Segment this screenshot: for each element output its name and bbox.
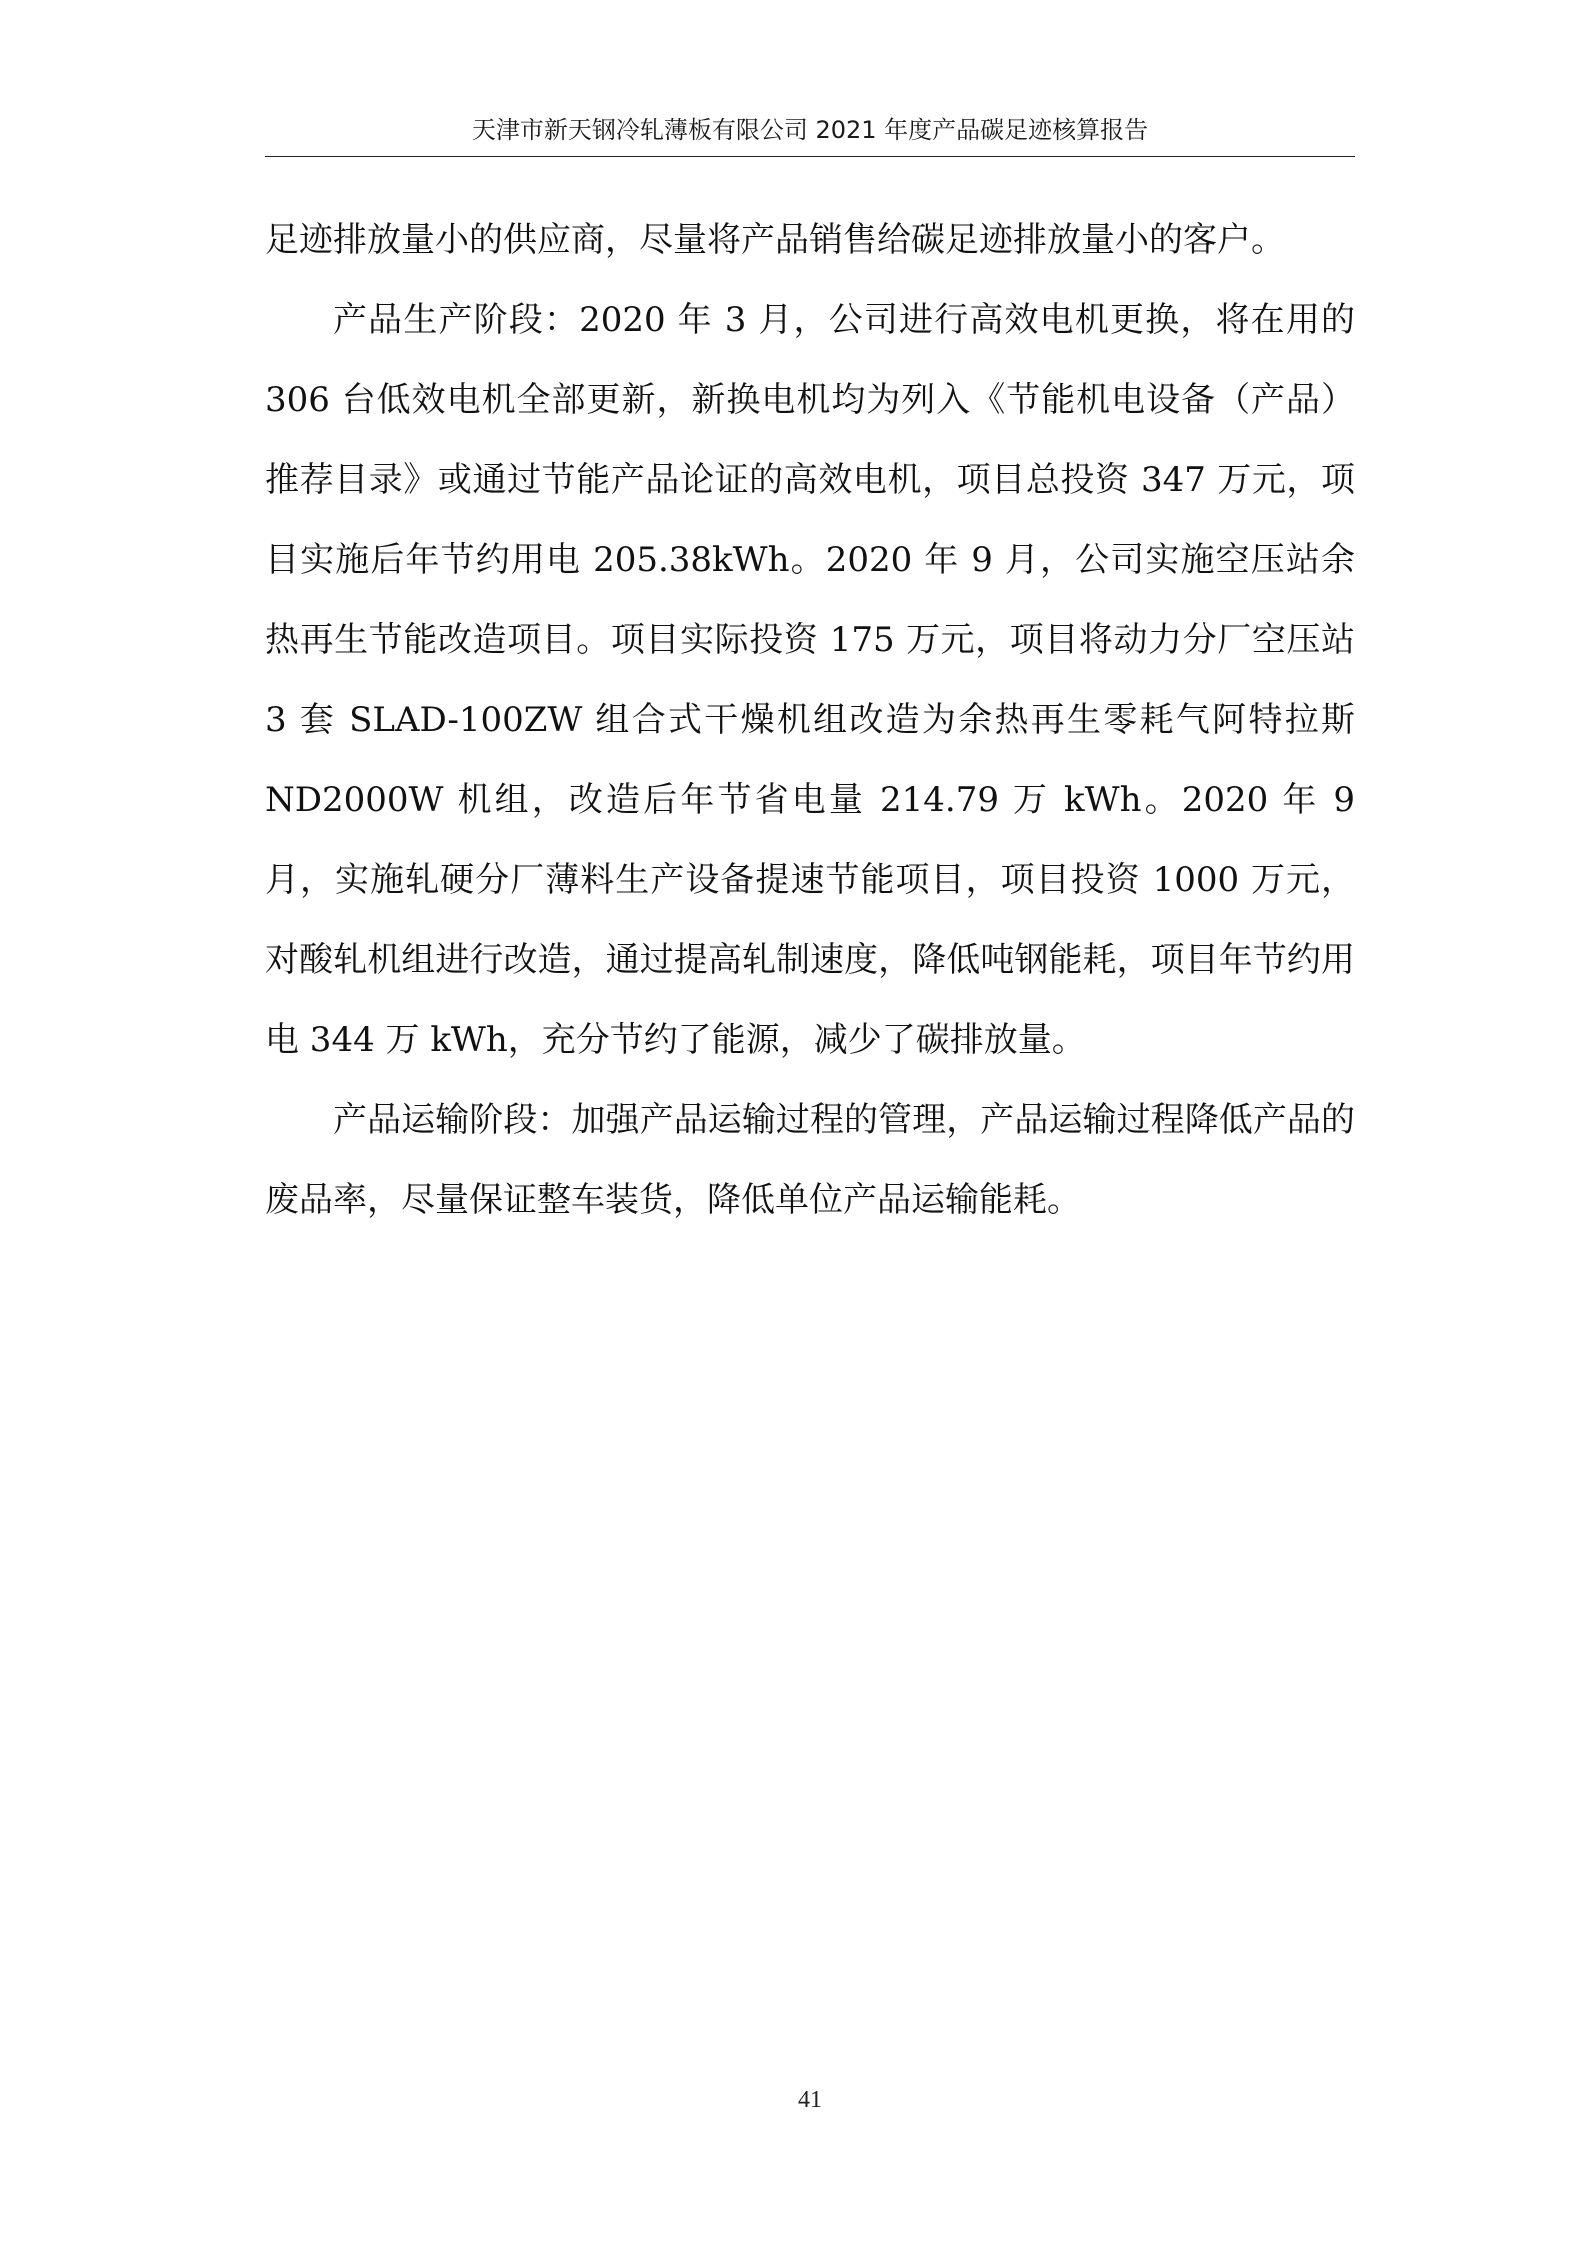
header-divider [265,156,1355,157]
page-number: 41 [798,2087,822,2113]
paragraph-production-stage: 产品生产阶段：2020 年 3 月，公司进行高效电机更换，将在用的 306 台低效电机全部更新，新换电机均为列入《节能机电设备（产品）推荐目录》或通过节能产品论证的高效电机，项目总投资 347 万元，项目实施后年节约用电 205.38kWh。2020 年 9 月，公司实施空压站余热再生节能改造项目。项目实际投资 175 万元，项目将动力分厂空压站 3 套 SLAD-100ZW 组合式干燥机组改造为余热再生零耗气阿特拉斯 ND2000W 机组，改造后年节省电量 214.79 万 kWh。2020 年 9 月，实施轧硬分厂薄料生产设备提速节能项目，项目投资 1000 万元，对酸轧机组进行改造，通过提高轧制速度，降低吨钢能耗，项目年节约用电 344 万 kWh，充分节约了能源，减少了碳排放量。 [265,300,1355,1060]
paragraph-transport-stage: 产品运输阶段：加强产品运输过程的管理，产品运输过程降低产品的废品率，尽量保证整车装货，降低单位产品运输能耗。 [265,1100,1355,1220]
paragraph-continuation: 足迹排放量小的供应商，尽量将产品销售给碳足迹排放量小的客户。 [265,220,1285,260]
document-body [265,200,1355,1240]
page-header-title: 天津市新天钢冷轧薄板有限公司 2021 年度产品碳足迹核算报告 [471,116,1149,144]
